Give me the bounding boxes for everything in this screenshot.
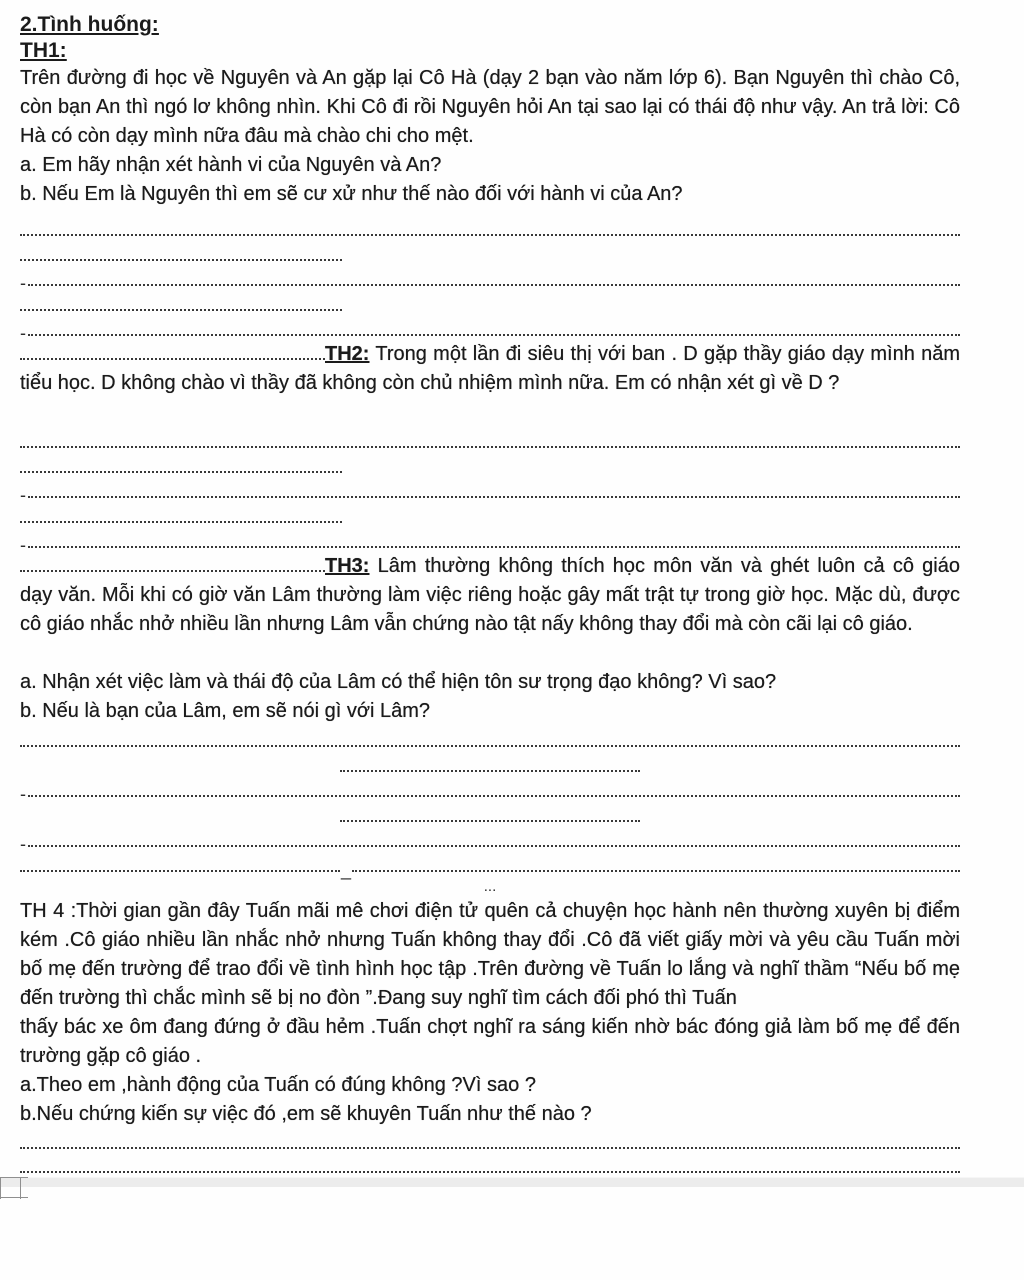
page2-question-b: b.Nếu chứng kiến sự việc đó ,em sẽ khuyên Tuấn như thế nào ? <box>20 1103 592 1125</box>
th3-body-text: Lâm thường không thích học môn văn và ghét luôn cả cô giáo dạy văn. Mỗi khi có giờ văn Lâm thường làm việc riêng hoặc gây mất trật tự trong giờ học. Mặc dù, được cô giáo nhắc nhở nhiều lần nhưng Lâm vẫn chứng nào tật nấy không thay đổi mà còn cãi lại cô giáo. <box>20 555 960 635</box>
page2-paragraph: thấy bác xe ôm đang đứng ở đầu hẻm .Tuấn chợt nghĩ ra sáng kiến nhờ bác đóng giả làm bố mẹ để đến trường gặp cô giáo . <box>20 1016 960 1067</box>
th1-paragraph: Trên đường đi học về Nguyên và An gặp lại Cô Hà (dạy 2 bạn vào năm lớp 6). Bạn Nguyên thì chào Cô, còn bạn An thì ngó lơ không nhìn. Khi Cô đi rồi Nguyên hỏi An tại sao lại có thái độ như vậy. An trả lời: Cô Hà có còn dạy mình nữa đâu mà chào chi cho mệt. <box>20 67 960 147</box>
dash-mark: - <box>20 485 26 505</box>
dotted-blank <box>28 795 960 797</box>
answer-blank-line <box>20 477 960 505</box>
answer-blank-line <box>20 315 960 343</box>
dotted-blank <box>20 521 342 523</box>
answer-blank-line <box>20 240 960 265</box>
th2-paragraph <box>20 340 960 427</box>
dotted-blank <box>20 471 342 473</box>
section-heading <box>20 12 960 38</box>
dash-mark: - <box>20 323 26 343</box>
dotted-blank <box>28 284 960 286</box>
dotted-blank <box>28 496 960 498</box>
answer-block-3 <box>20 726 960 897</box>
answer-blank-line <box>20 826 960 854</box>
page2-question-a: a.Theo em ,hành động của Tuấn có đúng không ?Vì sao ? <box>20 1074 536 1096</box>
page-break-band <box>0 1177 1024 1187</box>
answer-blank-line <box>20 1153 960 1177</box>
dotted-blank <box>28 845 960 847</box>
answer-blank-line <box>20 502 960 527</box>
answer-blank-line <box>20 527 960 555</box>
th3-paragraph <box>20 552 960 668</box>
th3-question-b: b. Nếu là bạn của Lâm, em sẽ nói gì với Lâm? <box>20 700 430 722</box>
dotted-blank <box>20 259 342 261</box>
dash-mark: - <box>20 834 26 854</box>
th2-body-text: Trong một lần đi siêu thị với ban . D gặp thầy giáo dạy mình năm tiểu học. D không chào vì thầy đã không còn chủ nhiệm mình nữa. Em có nhận xét gì về D ? <box>20 343 960 394</box>
dash-mark: - <box>20 535 26 555</box>
answer-blank-line <box>20 726 960 751</box>
th1-heading-text: TH1: <box>20 39 67 62</box>
crop-mark-page2-top-right <box>0 1177 28 1198</box>
dotted-blank <box>28 334 960 336</box>
dotted-blank <box>28 546 960 548</box>
th1-heading <box>20 38 960 64</box>
dotted-blank <box>20 558 325 572</box>
answer-block-2 <box>20 427 960 555</box>
answer-blank-line <box>20 265 960 293</box>
answer-blank-line <box>20 1129 960 1153</box>
dotted-blank <box>20 870 340 872</box>
answer-blank-line <box>20 215 960 240</box>
answer-blank-line <box>20 427 960 452</box>
dotted-blank <box>352 870 960 872</box>
th1-question-a: a. Em hãy nhận xét hành vi của Nguyên và An? <box>20 154 442 176</box>
th3-label: TH3: <box>325 555 370 577</box>
dotted-blank <box>20 234 960 236</box>
dotted-blank <box>20 1171 960 1173</box>
answer-blank-line <box>20 776 960 804</box>
th3-question-a: a. Nhận xét việc làm và thái độ của Lâm có thể hiện tôn sư trọng đạo không? Vì sao? <box>20 671 777 693</box>
answer-block-1 <box>20 215 960 343</box>
dotted-blank <box>20 1147 960 1149</box>
section-heading-text: 2.Tình huống: <box>20 13 159 36</box>
dash-mark: - <box>20 273 26 293</box>
dotted-blank <box>20 346 325 360</box>
dotted-blank <box>340 820 640 822</box>
answer-blank-line <box>20 801 960 826</box>
answer-blank-line <box>20 452 960 477</box>
answer-block-4 <box>20 1129 960 1177</box>
dotted-blank <box>340 770 640 772</box>
dash-mark: - <box>20 784 26 804</box>
dotted-blank <box>20 446 960 448</box>
underscore-mark: _ <box>341 860 352 880</box>
answer-blank-line <box>20 290 960 315</box>
answer-blank-line <box>20 751 960 776</box>
th4-paragraph: TH 4 :Thời gian gần đây Tuấn mãi mê chơi điện tử quên cả chuyện học hành nên thường xuyên bị điểm kém .Cô giáo nhiều lần nhắc nhở nhưng Tuấn không thay đổi .Cô đã viết giấy mời và yêu cầu Tuấn mời bố mẹ đến trường để trao đổi về tình hình học tập .Trên đường về Tuấn lo lắng và nghĩ thầm “Nếu bố mẹ đến trường thì chắc mình sẽ bị no đòn ”.Đang suy nghĩ tìm cách đối phó thì Tuấn <box>20 900 960 1009</box>
ellipsis-mark: ... <box>483 878 497 895</box>
th2-label: TH2: <box>325 343 370 365</box>
th1-question-b: b. Nếu Em là Nguyên thì em sẽ cư xử như thế nào đối với hành vi của An? <box>20 183 683 205</box>
dotted-blank <box>20 745 960 747</box>
dotted-blank <box>20 309 342 311</box>
answer-blank-line <box>20 851 960 880</box>
